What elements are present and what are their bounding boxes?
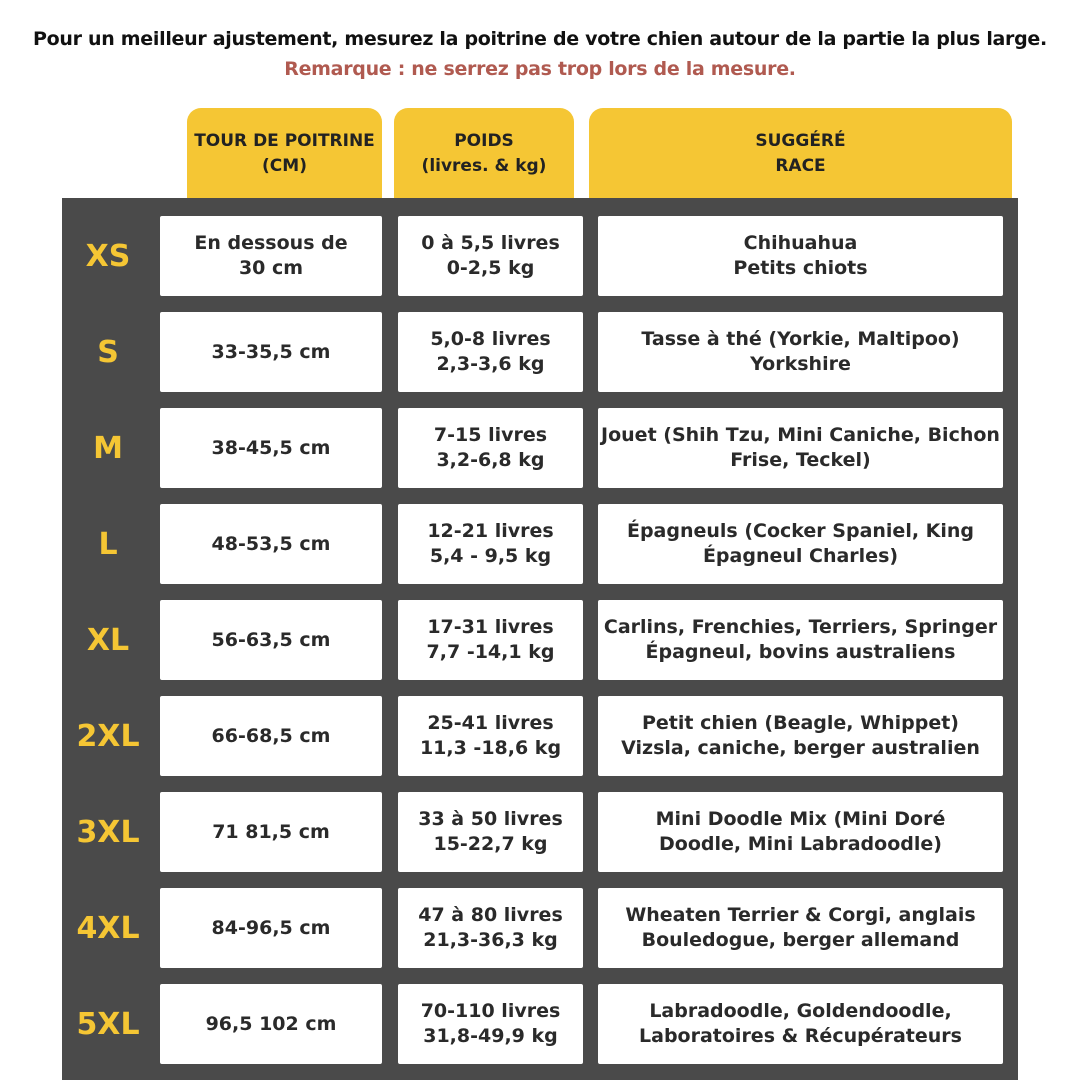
chest-cell: 38-45,5 cm <box>160 408 382 488</box>
chest-cell: 71 81,5 cm <box>160 792 382 872</box>
header-weight <box>394 108 574 200</box>
header-chest-label: TOUR DE POITRINE (CM) <box>194 131 375 176</box>
weight-cell: 7-15 livres 3,2-6,8 kg <box>398 408 583 488</box>
weight-cell: 47 à 80 livres 21,3-36,3 kg <box>398 888 583 968</box>
chest-cell: 66-68,5 cm <box>160 696 382 776</box>
chest-cell: 33-35,5 cm <box>160 312 382 392</box>
size-label-3xl: 3XL <box>76 814 140 850</box>
measurement-remark: Remarque : ne serrez pas trop lors de la mesure. <box>284 58 796 80</box>
breed-cell: Jouet (Shih Tzu, Mini Caniche, Bichon Frise, Teckel) <box>598 408 1003 488</box>
breed-cell: Tasse à thé (Yorkie, Maltipoo) Yorkshire <box>598 312 1003 392</box>
size-label-s: S <box>97 334 119 370</box>
breed-cell: Petit chien (Beagle, Whippet) Vizsla, caniche, berger australien <box>598 696 1003 776</box>
breed-cell: Épagneuls (Cocker Spaniel, King Épagneul Charles) <box>598 504 1003 584</box>
weight-cell: 17-31 livres 7,7 -14,1 kg <box>398 600 583 680</box>
size-label-5xl: 5XL <box>76 1006 140 1042</box>
chest-cell: 96,5 102 cm <box>160 984 382 1064</box>
chest-cell: 56-63,5 cm <box>160 600 382 680</box>
size-label-xs: XS <box>85 238 131 274</box>
weight-cell: 5,0-8 livres 2,3-3,6 kg <box>398 312 583 392</box>
measurement-instruction: Pour un meilleur ajustement, mesurez la poitrine de votre chien autour de la partie la plus large. <box>33 28 1047 50</box>
intro-text <box>0 24 1080 84</box>
breed-cell: Mini Doodle Mix (Mini Doré Doodle, Mini Labradoodle) <box>598 792 1003 872</box>
header-weight-label: POIDS (livres. & kg) <box>421 131 547 176</box>
header-breed-label: SUGGÉRÉ RACE <box>755 131 846 176</box>
breed-cell: Chihuahua Petits chiots <box>598 216 1003 296</box>
header-breed <box>589 108 1012 200</box>
breed-cell: Carlins, Frenchies, Terriers, Springer Épagneul, bovins australiens <box>598 600 1003 680</box>
size-label-l: L <box>98 526 118 562</box>
weight-cell: 25-41 livres 11,3 -18,6 kg <box>398 696 583 776</box>
chest-cell: 84-96,5 cm <box>160 888 382 968</box>
size-label-xl: XL <box>86 622 130 658</box>
header-chest <box>187 108 382 200</box>
weight-cell: 0 à 5,5 livres 0-2,5 kg <box>398 216 583 296</box>
breed-cell: Wheaten Terrier & Corgi, anglais Bouledogue, berger allemand <box>598 888 1003 968</box>
size-label-2xl: 2XL <box>76 718 140 754</box>
size-label-4xl: 4XL <box>76 910 140 946</box>
weight-cell: 33 à 50 livres 15-22,7 kg <box>398 792 583 872</box>
size-label-m: M <box>93 430 123 466</box>
breed-cell: Labradoodle, Goldendoodle, Laboratoires & Récupérateurs <box>598 984 1003 1064</box>
chest-cell: En dessous de 30 cm <box>160 216 382 296</box>
chest-cell: 48-53,5 cm <box>160 504 382 584</box>
weight-cell: 12-21 livres 5,4 - 9,5 kg <box>398 504 583 584</box>
weight-cell: 70-110 livres 31,8-49,9 kg <box>398 984 583 1064</box>
